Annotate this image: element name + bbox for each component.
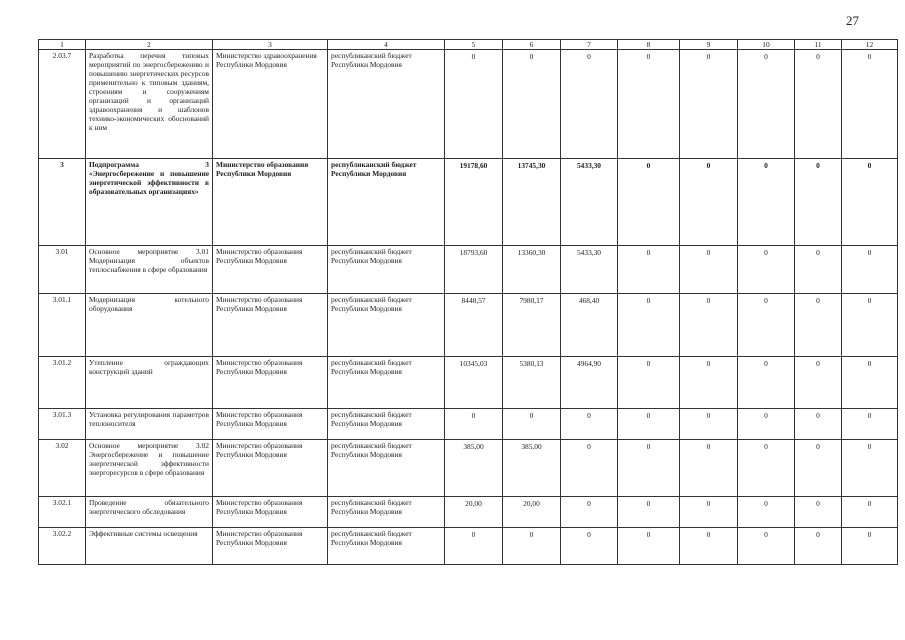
table-row [39,294,898,357]
column-header: 4 [328,40,445,50]
row-code: 2.03.7 [39,50,86,159]
value-col11: 0 [795,294,842,357]
value-col9: 0 [680,440,738,497]
column-header: 5 [445,40,503,50]
value-col11: 0 [795,357,842,409]
row-funding-source: республиканский бюджет Республики Мордовия [328,50,445,159]
page-number: 27 [846,13,859,28]
column-header: 1 [39,40,86,50]
program-table [38,39,898,565]
row-name: Утепление ограждающих конструкций зданий [86,357,213,409]
row-code: 3.02 [39,440,86,497]
row-executor: Министерство образования Республики Мордовия [213,159,328,246]
value-col10: 0 [738,497,795,528]
value-col5: 0 [445,528,503,565]
table-row [39,159,898,246]
table-row [39,357,898,409]
column-header: 8 [618,40,680,50]
column-header: 3 [213,40,328,50]
value-col5: 10345,03 [445,357,503,409]
value-col7: 4964,90 [561,357,618,409]
column-header: 10 [738,40,795,50]
value-col8: 0 [618,50,680,159]
value-col10: 0 [738,440,795,497]
row-funding-source: республиканский бюджет Республики Мордовия [328,294,445,357]
row-code: 3 [39,159,86,246]
row-code: 3.02.2 [39,528,86,565]
value-col7: 0 [561,528,618,565]
row-name: Модернизация котельного оборудования [86,294,213,357]
value-col10: 0 [738,357,795,409]
value-col12: 0 [842,440,898,497]
row-executor: Министерство образования Республики Мордовия [213,246,328,294]
row-name: Проведение обязательного энергетического обследования [86,497,213,528]
value-col11: 0 [795,159,842,246]
value-col6: 13360,30 [503,246,561,294]
value-col12: 0 [842,357,898,409]
value-col11: 0 [795,528,842,565]
column-header: 7 [561,40,618,50]
value-col5: 0 [445,50,503,159]
value-col6: 13745,30 [503,159,561,246]
value-col7: 0 [561,409,618,440]
value-col10: 0 [738,50,795,159]
value-col10: 0 [738,159,795,246]
value-col5: 385,00 [445,440,503,497]
column-header: 11 [795,40,842,50]
value-col8: 0 [618,409,680,440]
row-code: 3.02.1 [39,497,86,528]
row-funding-source: республиканский бюджет Республики Мордовия [328,357,445,409]
table-row [39,528,898,565]
row-funding-source: республиканский бюджет Республики Мордовия [328,528,445,565]
value-col11: 0 [795,497,842,528]
value-col9: 0 [680,294,738,357]
value-col5: 20,00 [445,497,503,528]
value-col12: 0 [842,159,898,246]
value-col6: 20,00 [503,497,561,528]
value-col9: 0 [680,159,738,246]
value-col7: 0 [561,497,618,528]
row-executor: Министерство образования Республики Мордовия [213,497,328,528]
value-col9: 0 [680,409,738,440]
value-col11: 0 [795,440,842,497]
table-row [39,50,898,159]
value-col8: 0 [618,357,680,409]
value-col8: 0 [618,159,680,246]
value-col12: 0 [842,50,898,159]
value-col8: 0 [618,294,680,357]
table-row [39,409,898,440]
row-name: Основное мероприятие 3.01 Модернизация объектов теплоснабжения в сфере образования [86,246,213,294]
column-header: 9 [680,40,738,50]
row-code: 3.01 [39,246,86,294]
value-col12: 0 [842,528,898,565]
row-code: 3.01.2 [39,357,86,409]
row-funding-source: республиканский бюджет Республики Мордовия [328,246,445,294]
value-col7: 5433,30 [561,159,618,246]
value-col6: 0 [503,50,561,159]
row-executor: Министерство образования Республики Мордовия [213,440,328,497]
header-row [39,40,898,50]
row-funding-source: республиканский бюджет Республики Мордовия [328,409,445,440]
value-col12: 0 [842,497,898,528]
value-col9: 0 [680,497,738,528]
row-executor: Министерство образования Республики Мордовия [213,294,328,357]
value-col10: 0 [738,294,795,357]
value-col8: 0 [618,528,680,565]
value-col8: 0 [618,497,680,528]
value-col9: 0 [680,246,738,294]
value-col11: 0 [795,409,842,440]
value-col7: 0 [561,440,618,497]
value-col6: 7980,17 [503,294,561,357]
value-col6: 0 [503,528,561,565]
table-row [39,440,898,497]
column-header: 6 [503,40,561,50]
value-col12: 0 [842,409,898,440]
row-name: Эффективные системы освещения [86,528,213,565]
value-col5: 0 [445,409,503,440]
value-col12: 0 [842,294,898,357]
value-col11: 0 [795,50,842,159]
row-executor: Министерство образования Республики Мордовия [213,357,328,409]
row-code: 3.01.3 [39,409,86,440]
value-col10: 0 [738,528,795,565]
row-funding-source: республиканский бюджет Республики Мордовия [328,440,445,497]
table-row [39,497,898,528]
value-col9: 0 [680,357,738,409]
table-row [39,246,898,294]
value-col6: 5380,13 [503,357,561,409]
row-name: Основное мероприятие 3.02 Энергосбережение и повышение энергетической эффективности энергоресурсов в сфере образования [86,440,213,497]
value-col7: 5433,30 [561,246,618,294]
value-col8: 0 [618,246,680,294]
value-col7: 468,40 [561,294,618,357]
row-name: Разработка перечня типовых мероприятий по энергосбережению и повышению энергетических ресурсов применительно к типовым зданиям, строениям и сооружениям организаций и организаций здравоохранения и шаблонов технико-экономических обоснований к ним [86,50,213,159]
value-col11: 0 [795,246,842,294]
column-header: 2 [86,40,213,50]
row-name: Подпрограмма 3 «Энергосбережение и повышение энергетической эффективности в образовательных организациях» [86,159,213,246]
value-col6: 385,00 [503,440,561,497]
value-col12: 0 [842,246,898,294]
value-col6: 0 [503,409,561,440]
value-col5: 19178,60 [445,159,503,246]
value-col7: 0 [561,50,618,159]
row-executor: Министерство образования Республики Мордовия [213,528,328,565]
row-funding-source: республиканский бюджет Республики Мордовия [328,497,445,528]
value-col10: 0 [738,409,795,440]
row-executor: Министерство образования Республики Мордовия [213,409,328,440]
value-col8: 0 [618,440,680,497]
row-executor: Министерство здравоохранения Республики Мордовия [213,50,328,159]
column-header: 12 [842,40,898,50]
value-col9: 0 [680,50,738,159]
value-col10: 0 [738,246,795,294]
value-col9: 0 [680,528,738,565]
value-col5: 8448,57 [445,294,503,357]
value-col5: 18793,60 [445,246,503,294]
row-name: Установка регулирования параметров теплоносителя [86,409,213,440]
row-funding-source: республиканский бюджет Республики Мордовия [328,159,445,246]
row-code: 3.01.1 [39,294,86,357]
